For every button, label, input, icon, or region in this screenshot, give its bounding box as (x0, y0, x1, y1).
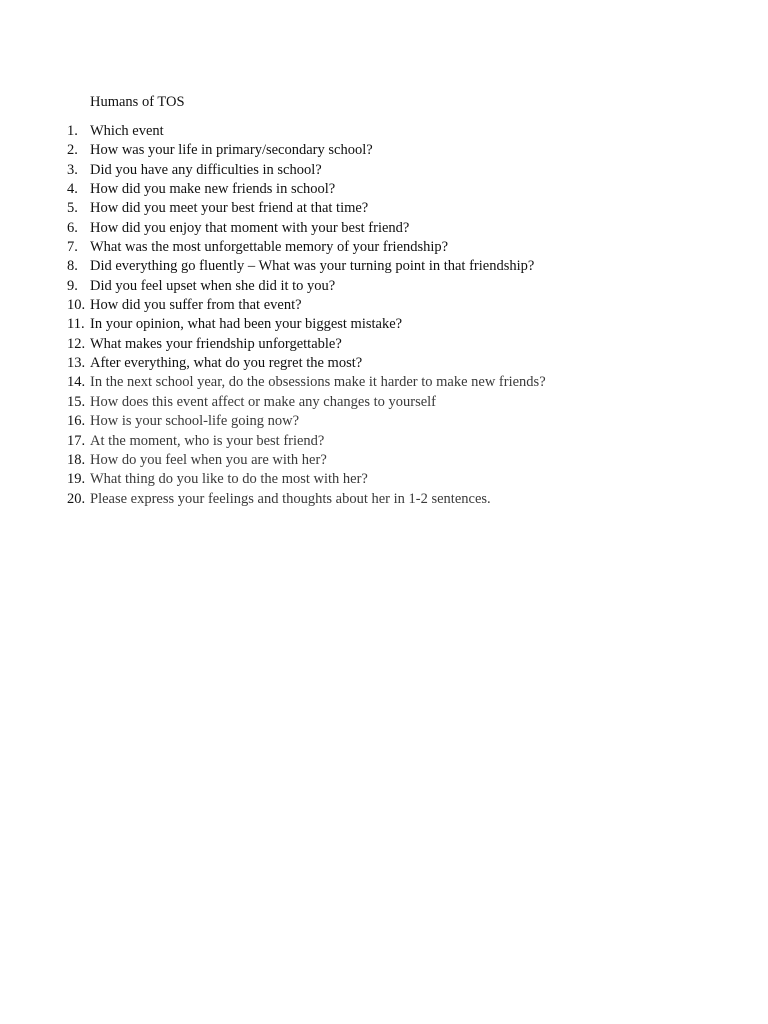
question-number: 14. (67, 374, 86, 391)
question-text: How did you suffer from that event? (90, 297, 302, 314)
question-number: 5. (67, 200, 78, 217)
question-text: In the next school year, do the obsessions make it harder to make new friends? (90, 374, 546, 391)
question-text: What was the most unforgettable memory of your friendship? (90, 239, 449, 256)
question-number: 15. (67, 393, 86, 410)
question-number: 8. (67, 258, 78, 275)
question-text: At the moment, who is your best friend? (90, 432, 325, 449)
question-number: 17. (67, 432, 86, 449)
question-number: 20. (67, 490, 86, 507)
question-text: Please express your feelings and thoughts about her in 1-2 sentences. (90, 490, 491, 507)
question-text: How did you enjoy that moment with your best friend? (90, 219, 410, 236)
question-number: 3. (67, 161, 78, 178)
question-text: Which event (90, 123, 164, 139)
question-number: 13. (67, 355, 86, 372)
question-number: 19. (67, 471, 86, 488)
question-number: 2. (67, 142, 78, 159)
question-number: 6. (67, 219, 78, 236)
question-text: Did you feel upset when she did it to you? (90, 277, 336, 294)
question-text: After everything, what do you regret the most? (90, 355, 363, 372)
question-number: 12. (67, 335, 86, 352)
question-text: Did everything go fluently – What was your turning point in that friendship? (90, 258, 535, 275)
question-number: 1. (67, 123, 78, 139)
question-text: Did you have any difficulties in school? (90, 161, 322, 178)
question-text: In your opinion, what had been your biggest mistake? (90, 316, 403, 333)
question-number: 7. (67, 239, 78, 256)
question-number: 11. (67, 316, 85, 333)
question-text: How was your life in primary/secondary school? (90, 142, 373, 159)
question-number: 10. (67, 297, 86, 314)
question-text: How is your school-life going now? (90, 413, 300, 430)
question-number: 16. (67, 413, 86, 430)
question-text: How does this event affect or make any changes to yourself (90, 393, 437, 410)
question-number: 4. (67, 181, 78, 198)
question-text: What thing do you like to do the most with her? (90, 471, 368, 488)
question-text: How did you make new friends in school? (90, 181, 336, 198)
question-number: 9. (67, 277, 78, 294)
question-text: How do you feel when you are with her? (90, 451, 327, 468)
question-text: How did you meet your best friend at that time? (90, 200, 369, 217)
question-text: What makes your friendship unforgettable? (90, 335, 342, 352)
document-title: Humans of TOS (90, 94, 185, 110)
question-number: 18. (67, 451, 86, 468)
